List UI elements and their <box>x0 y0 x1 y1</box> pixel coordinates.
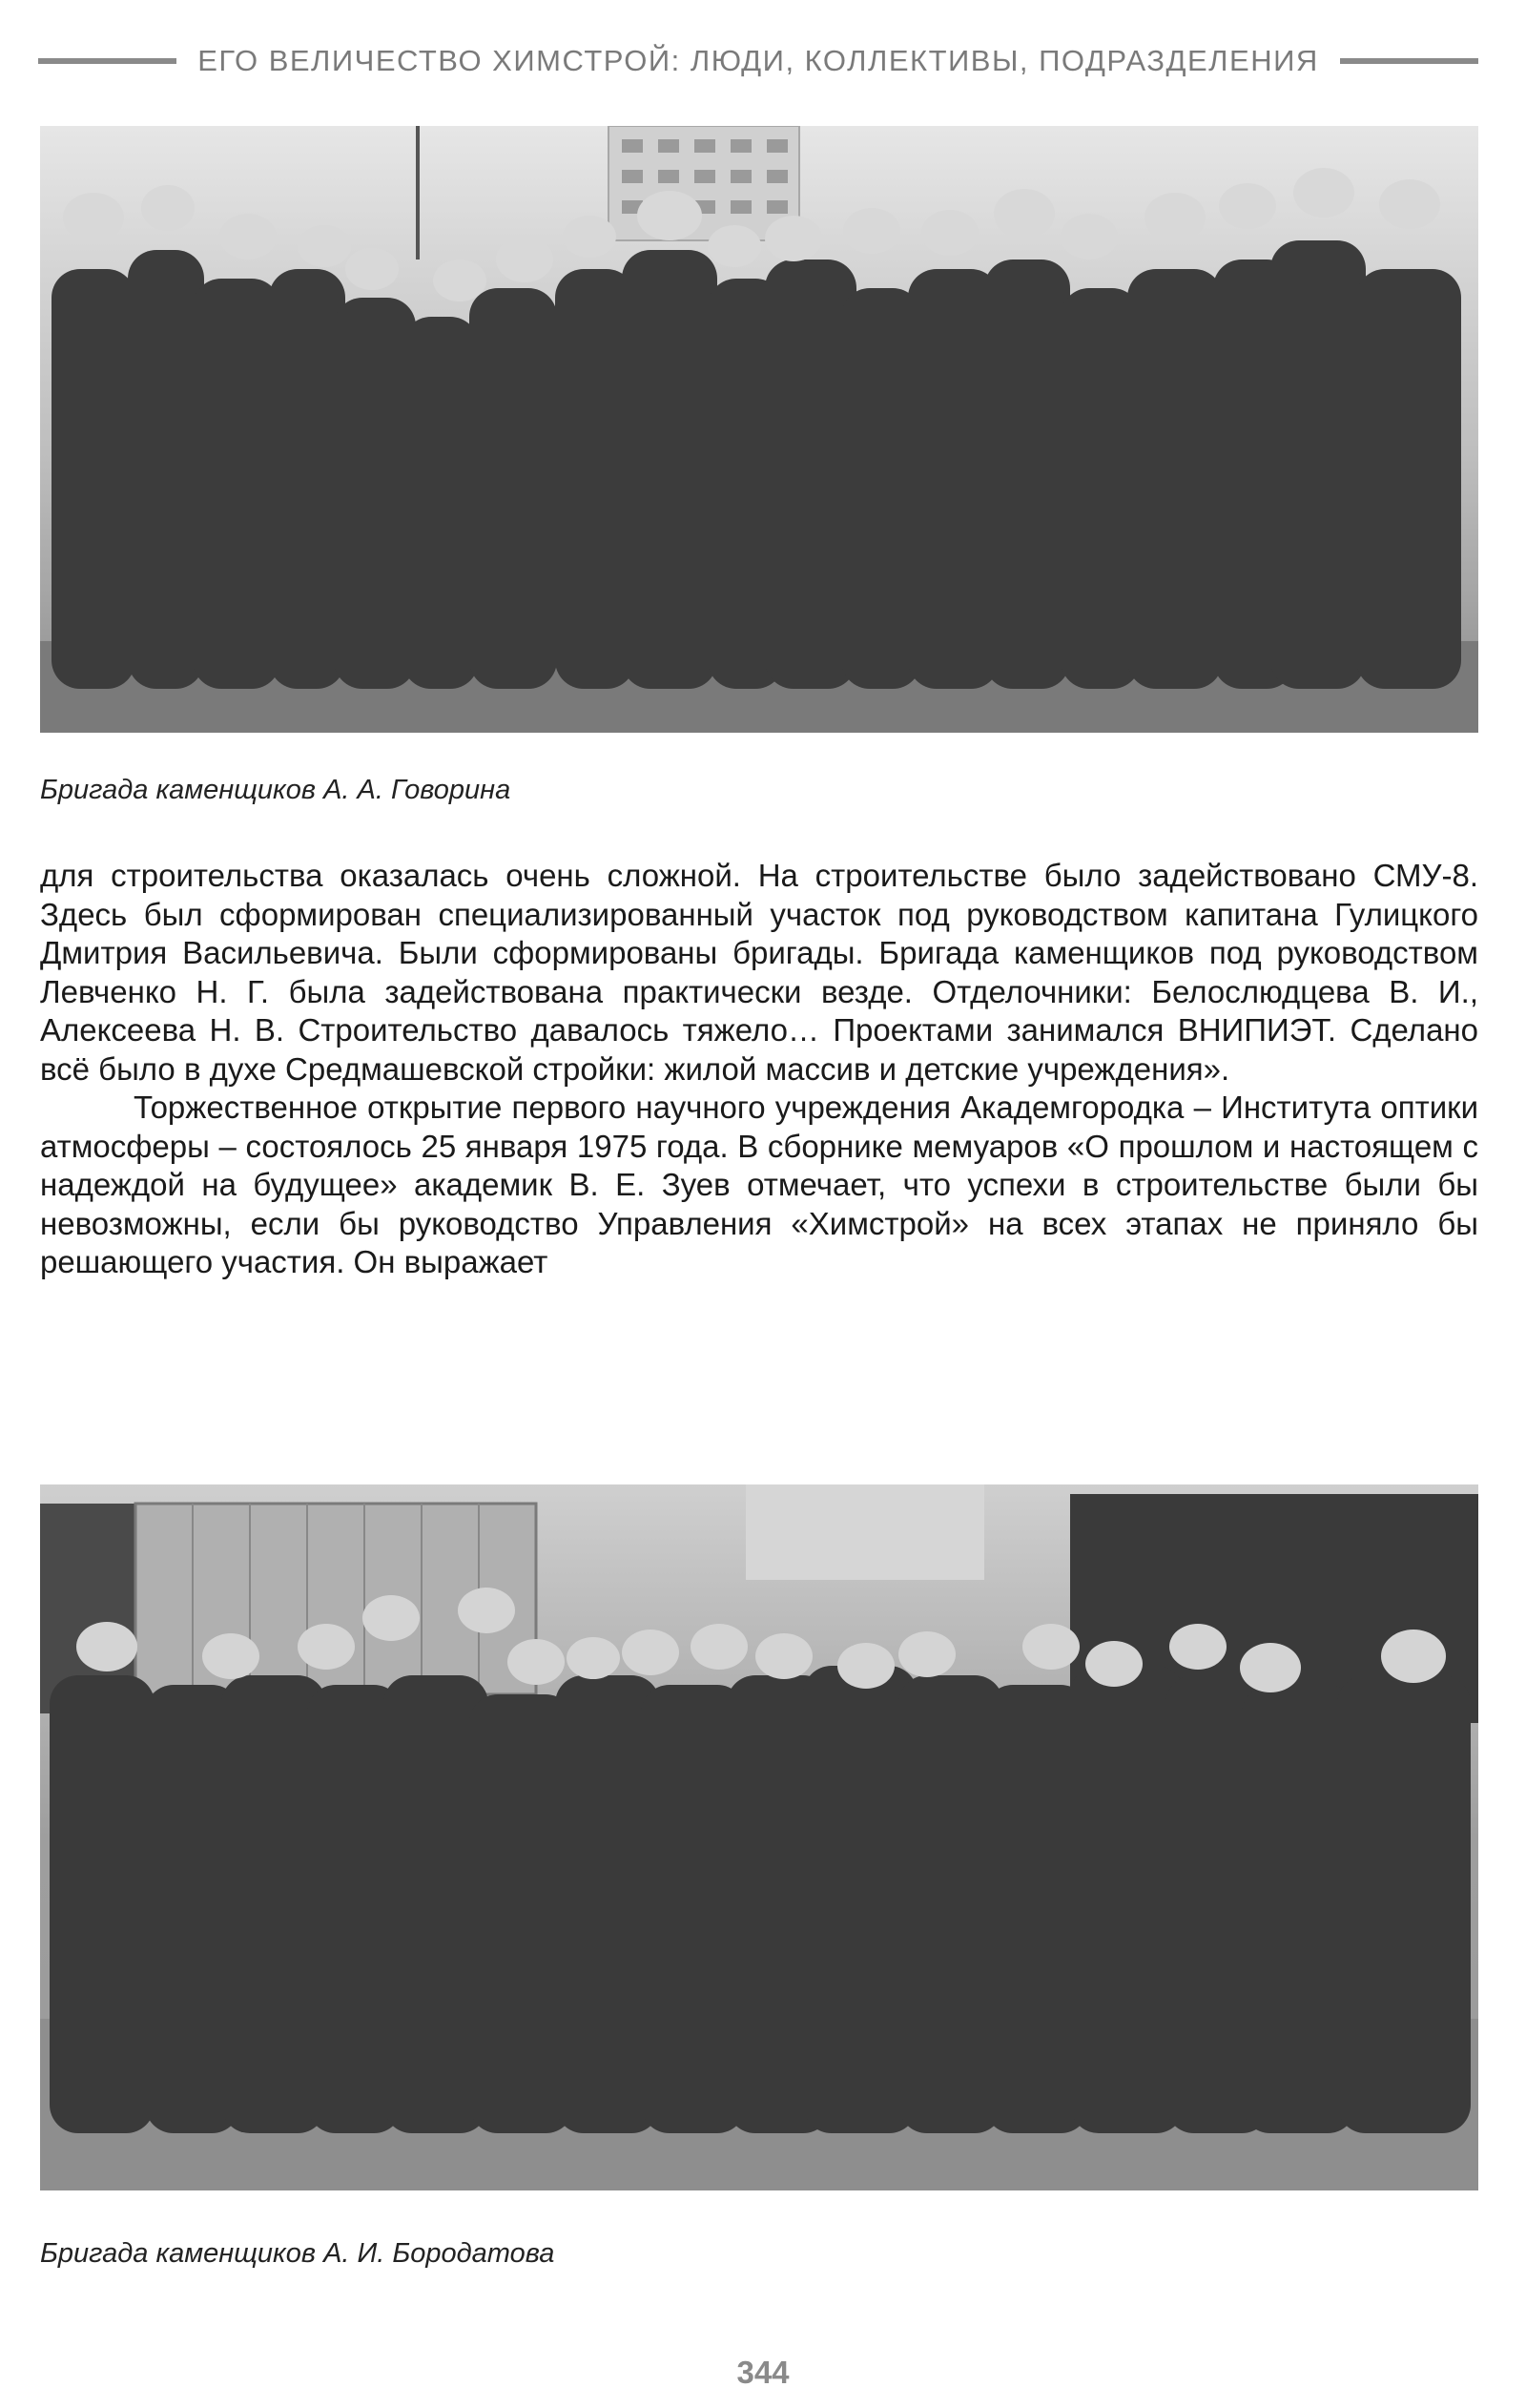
page-number: 344 <box>736 2355 790 2390</box>
running-header <box>38 42 1478 80</box>
photo-caption-govorin: Бригада каменщиков А. А. Говорина <box>40 775 511 805</box>
running-header-title: ЕГО ВЕЛИЧЕСТВО ХИМСТРОЙ: ЛЮДИ, КОЛЛЕКТИВЫ, ПОДРАЗДЕЛЕНИЯ <box>197 44 1319 77</box>
photo-caption-borodatov: Бригада каменщиков А. И. Бородатова <box>40 2238 555 2269</box>
brigade-photo-borodatov-image <box>40 1484 1478 2190</box>
body-paragraph-2: Торжественное открытие первого научного учреждения Академгородка – Института оптики атмосферы – состоялось 25 января 1975 года. В сборнике мемуаров «О прошлом и настоящем с надеждой на будущее» академик В. Е. Зуев отмечает, что успехи в строительстве были бы невозможны, если бы руководство Управления «Химстрой» на всех этапах не приняло бы решающего участия. Он выражает <box>40 1090 1478 1279</box>
header-rule-left <box>38 58 176 64</box>
header-rule-right <box>1340 58 1478 64</box>
brigade-photo-borodatov <box>40 1484 1478 2190</box>
body-paragraph-1: для строительства оказалась очень сложной. На строительстве было задействовано СМУ-8. Здесь был сформирован специализированный участок под руководством капитана Гулицкого Дмитрия Васильевича. Были сформированы бригады. Бригада каменщиков под руководством Левченко Н. Г. была задействована практически везде. Отделочники: Белослюдцева В. И., Алексеева Н. В. Строительство давалось тяжело… Проектами занимался ВНИПИЭТ. Сделано всё было в духе Средмашевской стройки: жилой массив и детские учреждения». <box>40 858 1478 1087</box>
body-text <box>40 857 1478 1282</box>
brigade-photo-govorin-image <box>40 126 1478 733</box>
brigade-photo-govorin <box>40 126 1478 733</box>
